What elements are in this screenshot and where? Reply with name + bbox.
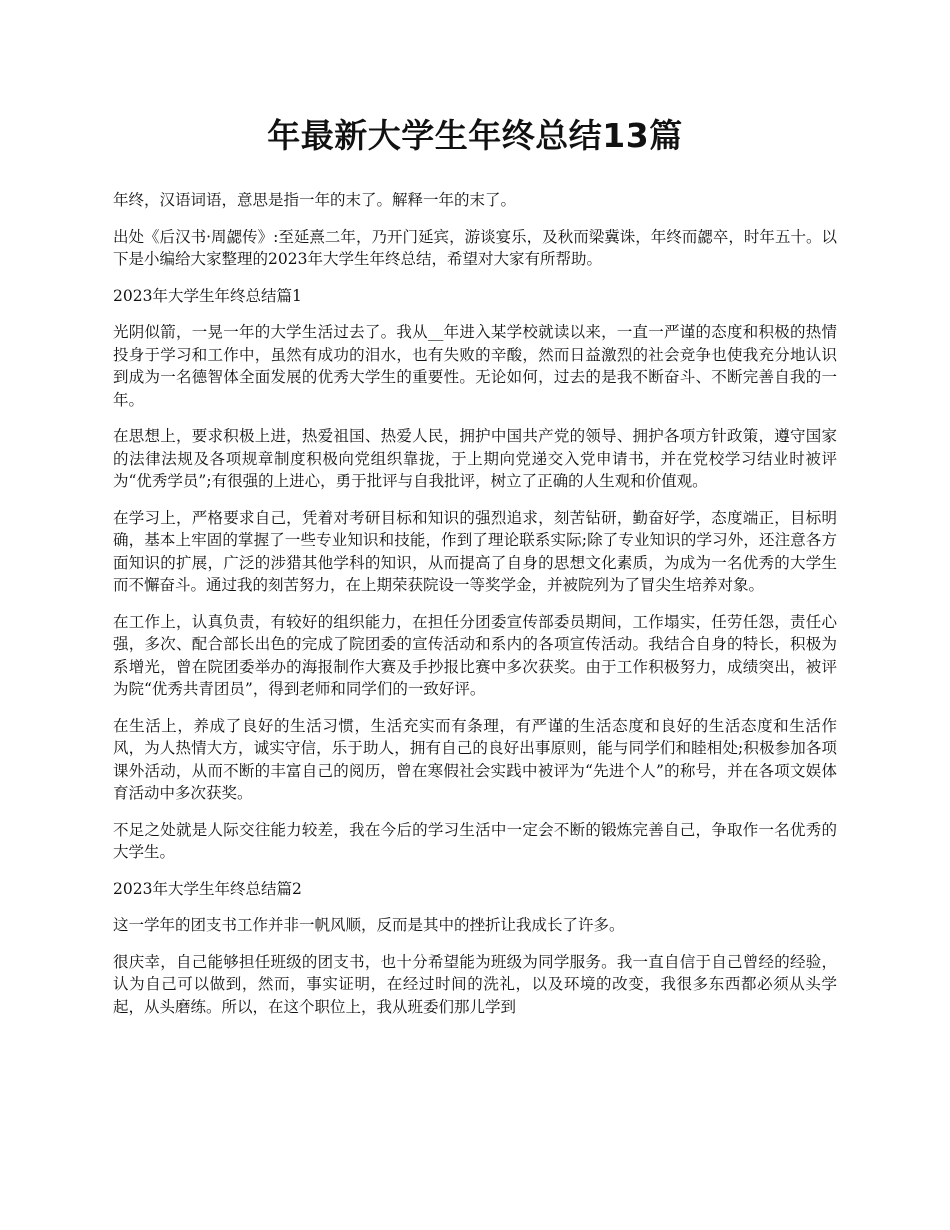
paragraph: 出处《后汉书·周勰传》:至延熹二年，乃开门延宾，游谈宴乐，及秋而梁冀诛，年终而勰卒，时年五十。以下是小编给大家整理的2023年大学生年终总结，希望对大家有所帮助。 <box>113 227 837 268</box>
document-title: 年最新大学生年终总结13篇 <box>267 116 683 155</box>
section-heading: 2023年大学生年终总结篇1 <box>113 286 302 305</box>
paragraph: 很庆幸，自己能够担任班级的团支书，也十分希望能为班级为同学服务。我一直自信于自己曾经的经验，认为自己可以做到，然而，事实证明，在经过时间的洗礼，以及环境的改变，我很多东西都必须从头学起，从头磨练。所以，在这个职位上，我从班委们那儿学到 <box>113 952 837 1016</box>
paragraph: 年终，汉语词语，意思是指一年的末了。解释一年的末了。 <box>113 191 517 209</box>
paragraph: 在学习上，严格要求自己，凭着对考研目标和知识的强烈追求，刻苦钻研，勤奋好学，态度端正，目标明确，基本上牢固的掌握了一些专业知识和技能，作到了理论联系实际;除了专业知识的学习外，还注意各方面知识的扩展，广泛的涉猎其他学科的知识，从而提高了自身的思想文化素质，为成为一名优秀的大学生而不懈奋斗。通过我的刻苦努力，在上期荣获院设一等奖学金，并被院列为了冒尖生培养对象。 <box>113 508 837 594</box>
paragraph: 在工作上，认真负责，有较好的组织能力，在担任分团委宣传部委员期间，工作塌实，任劳任怨，责任心强，多次、配合部长出色的完成了院团委的宣传活动和系内的各项宣传活动。我结合自身的特长，积极为系增光，曾在院团委举办的海报制作大赛及手抄报比赛中多次获奖。由于工作积极努力，成绩突出，被评为院“优秀共青团员”，得到老师和同学们的一致好评。 <box>113 612 837 698</box>
section-heading: 2023年大学生年终总结篇2 <box>113 879 302 898</box>
document-body <box>113 189 837 1018</box>
paragraph: 不足之处就是人际交往能力较差，我在今后的学习生活中一定会不断的锻炼完善自己，争取作一名优秀的大学生。 <box>113 820 837 861</box>
paragraph: 这一学年的团支书工作并非一帆风顺，反而是其中的挫折让我成长了许多。 <box>113 916 625 934</box>
paragraph: 在思想上，要求积极上进，热爱祖国、热爱人民，拥护中国共产党的领导、拥护各项方针政策，遵守国家的法律法规及各项规章制度积极向党组织靠拢，于上期向党递交入党申请书，并在党校学习结业时被评为“优秀学员”;有很强的上进心，勇于批评与自我批评，树立了正确的人生观和价值观。 <box>113 427 837 490</box>
paragraph: 在生活上，养成了良好的生活习惯，生活充实而有条理，有严谨的生活态度和良好的生活态度和生活作风，为人热情大方，诚实守信，乐于助人，拥有自己的良好出事原则，能与同学们和睦相处;积极参加各项课外活动，从而不断的丰富自己的阅历，曾在寒假社会实践中被评为“先进个人”的称号，并在各项文娱体育活动中多次获奖。 <box>113 716 837 802</box>
paragraph: 光阴似箭，一晃一年的大学生活过去了。我从__年进入某学校就读以来，一直一严谨的态度和积极的热情投身于学习和工作中，虽然有成功的泪水，也有失败的辛酸，然而日益激烈的社会竞争也使我充分地认识到成为一名德智体全面发展的优秀大学生的重要性。无论如何，过去的是我不断奋斗、不断完善自我的一年。 <box>113 323 837 409</box>
